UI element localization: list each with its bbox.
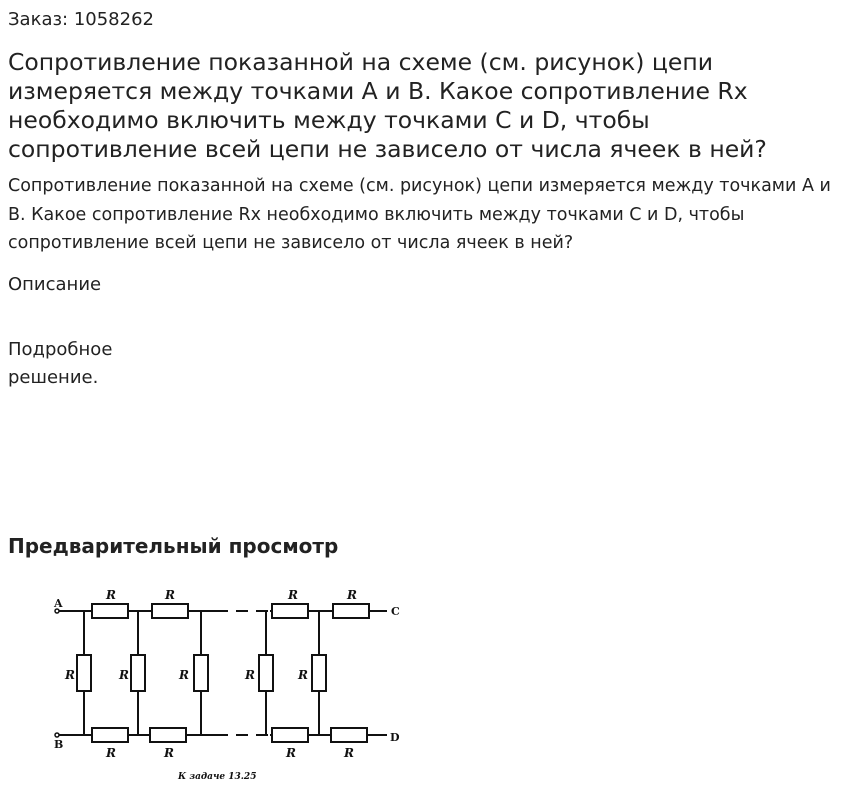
resistor-label: R <box>179 668 189 682</box>
solution-label: Подробное решение. <box>8 339 113 388</box>
point-b-label: B <box>54 738 64 751</box>
resistor-label: R <box>288 588 298 602</box>
circuit-preview-image <box>40 585 420 790</box>
circuit-diagram <box>40 585 420 790</box>
description-label: Описание <box>8 274 102 295</box>
preview-title: Предварительный просмотр <box>8 534 339 558</box>
point-a-label: A <box>54 597 63 610</box>
problem-title: Сопротивление показанной на схеме (см. рисунок) цепи измеряется между точками А и В. Какое сопротивление Rх необходимо включить между точками С и D, чтобы сопротивление всей цепи не зависело от числа ячеек в ней? <box>8 48 767 163</box>
point-c-label: C <box>391 605 400 618</box>
order-number: Заказ: 1058262 <box>8 9 154 30</box>
resistor-label: R <box>106 588 116 602</box>
figure-caption: К задаче 13.25 <box>178 772 257 782</box>
resistor-label: R <box>344 746 354 760</box>
resistor-label: R <box>65 668 75 682</box>
resistor-label: R <box>245 668 255 682</box>
point-d-label: D <box>390 731 400 744</box>
resistor-label: R <box>164 746 174 760</box>
resistor-label: R <box>286 746 296 760</box>
resistor-label: R <box>106 746 116 760</box>
resistor-label: R <box>298 668 308 682</box>
circuit-wires <box>58 611 387 735</box>
resistor-label: R <box>119 668 129 682</box>
terminal-points <box>55 609 59 737</box>
resistor-label: R <box>347 588 357 602</box>
resistor-label: R <box>165 588 175 602</box>
problem-description: Сопротивление показанной на схеме (см. рисунок) цепи измеряется между точками А и В. Какое сопротивление Rх необходимо включить между точками С и D, чтобы сопротивление всей цепи не зависело от числа ячеек в ней? <box>8 176 831 253</box>
